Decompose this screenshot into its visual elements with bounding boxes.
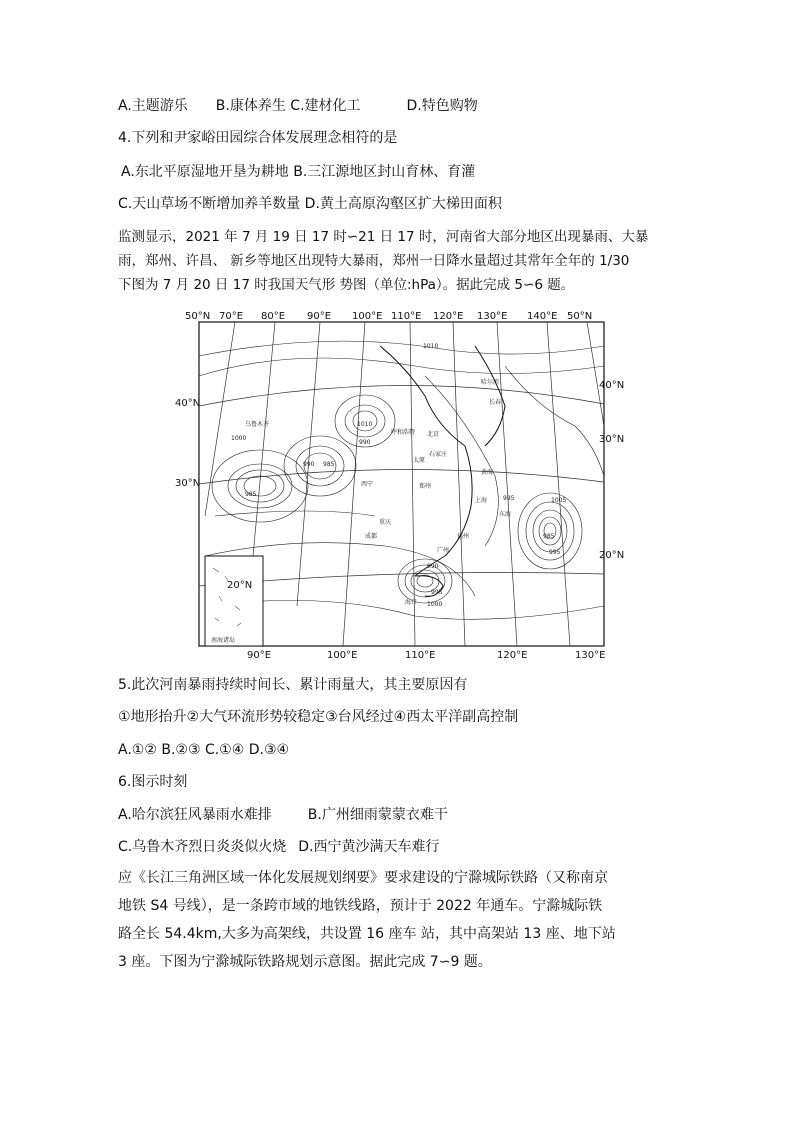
map-left-label: 30°N: [175, 478, 201, 489]
isobar-label: 990: [359, 439, 371, 446]
map-bottom-label: 130°E: [575, 650, 606, 661]
isobar-label: 1010: [357, 421, 373, 428]
isobar-label: 995: [503, 495, 515, 502]
sea-label: 黄海: [481, 469, 494, 476]
map-bottom-label: 90°E: [247, 650, 272, 661]
q4-options-line1: A.东北平原湿地开垦为耕地 B.三江源地区封山育林、育灌: [121, 164, 476, 180]
q5-options: A.①② B.②③ C.①④ D.③④: [118, 742, 290, 758]
map-top-label: 110°E: [391, 311, 422, 322]
map-top-label: 50°N: [567, 311, 593, 322]
q6-stem: 6.图示时刻: [118, 774, 188, 790]
q5-factors: ①地形抬升②大气环流形势较稳定③台风经过④西太平洋副高控制: [118, 709, 519, 725]
isobar-label: 1000: [427, 601, 443, 608]
sea-label: 东海: [499, 511, 512, 518]
city-label: 广州: [437, 547, 450, 554]
isobar-label: 995: [431, 589, 443, 596]
isobar-label: 985: [323, 461, 335, 468]
map-bottom-label: 110°E: [405, 650, 436, 661]
inset-label: 南海诸岛: [211, 637, 236, 644]
q4-stem: 4.下列和尹家峪田园综合体发展理念相符的是: [118, 130, 398, 146]
isobar-label: 990: [427, 563, 439, 570]
q6-options-row1: [118, 805, 448, 825]
map-top-label: 120°E: [433, 311, 464, 322]
map-top-label: 90°E: [307, 311, 332, 322]
q3-option-d: D.特色购物: [406, 98, 478, 114]
map-top-label: 140°E: [527, 311, 558, 322]
city-label: 太原: [413, 457, 426, 464]
city-label: 西宁: [361, 481, 374, 488]
city-label: 长春: [489, 399, 502, 406]
map-left-label: 20°N: [227, 580, 253, 591]
weather-map: [175, 306, 625, 664]
city-label: 重庆: [379, 519, 392, 526]
q6-option-b: B.广州细雨蒙蒙衣难干: [307, 807, 448, 823]
city-label: 乌鲁木齐: [245, 421, 270, 428]
q4-options-line2: C.天山草场不断增加养羊数量 D.黄土高原沟壑区扩大梯田面积: [118, 196, 502, 212]
isobar-label: 1010: [423, 343, 439, 350]
isobar-label: 995: [549, 549, 561, 556]
city-label: 上海: [475, 497, 488, 504]
isobar-label: 990: [303, 461, 315, 468]
city-label: 呼和浩特: [391, 429, 416, 436]
map-left-label: 40°N: [175, 398, 201, 409]
q3-option-c: C.建材化工: [290, 98, 361, 114]
city-label: 成都: [365, 533, 378, 540]
q3-option-b: B.康体养生: [215, 98, 286, 114]
isobar-label: 1005: [551, 497, 567, 504]
city-label: 哈尔滨: [481, 379, 500, 386]
q5-stem: 5.此次河南暴雨持续时间长、累计雨量大，其主要原因有: [118, 677, 468, 693]
city-label: 郑州: [419, 483, 432, 490]
q6-option-a: A.哈尔滨狂风暴雨水难排: [118, 807, 272, 823]
map-bottom-label: 120°E: [497, 650, 528, 661]
map-top-label: 80°E: [261, 311, 286, 322]
city-label: 北京: [427, 431, 440, 438]
passage1-line1: 监测显示，2021 年 7 月 19 日 17 时∽21 日 17 时，河南省大部分地区出现暴雨、大暴: [118, 229, 649, 245]
q6-option-d: D.西宁黄沙满天车难行: [298, 839, 440, 855]
isobar-label: 1000: [231, 435, 247, 442]
map-bottom-label: 100°E: [327, 650, 358, 661]
map-top-label: 100°E: [352, 311, 383, 322]
q3-option-a: A.主题游乐: [118, 98, 188, 114]
city-label: 海口: [405, 599, 418, 606]
city-label: 福州: [457, 533, 470, 540]
isobar-label: 985: [543, 533, 555, 540]
q3-options: [118, 96, 478, 116]
map-top-label: 50°N: [185, 311, 211, 322]
map-right-label: 30°N: [599, 434, 625, 445]
passage1-line2: 雨，郑州、许昌、 新乡等地区出现特大暴雨，郑州一日降水量超过其常年全年的 1/30: [118, 253, 630, 269]
map-right-label: 20°N: [599, 550, 625, 561]
passage2: 应《长江三角洲区域一体化发展规划纲要》要求建设的宁滁城际铁路（又称南京地铁 S4 号线），是一条跨市域的地铁线路，预计于 2022 年通车。宁滁城际铁路全长 54.4km,大多为高架线，共设置 16 座车 站，其中高架站 13 座、地下站 3 座。下图为宁滁城际铁路规划示意图。据此完成 7∽9 题。: [118, 870, 616, 970]
map-right-label: 40°N: [599, 380, 625, 391]
passage1-line3: 下图为 7 月 20 日 17 时我国天气形 势图（单位:hPa）。据此完成 5∽6 题。: [118, 277, 575, 293]
map-top-label: 70°E: [219, 311, 244, 322]
map-top-label: 130°E: [477, 311, 508, 322]
city-label: 石家庄: [429, 451, 448, 458]
isobar-label: 985: [245, 491, 257, 498]
q6-options-row2: [118, 837, 439, 857]
south-china-sea-inset: [205, 556, 263, 646]
q6-option-c: C.乌鲁木齐烈日炎炎似火烧: [118, 839, 287, 855]
